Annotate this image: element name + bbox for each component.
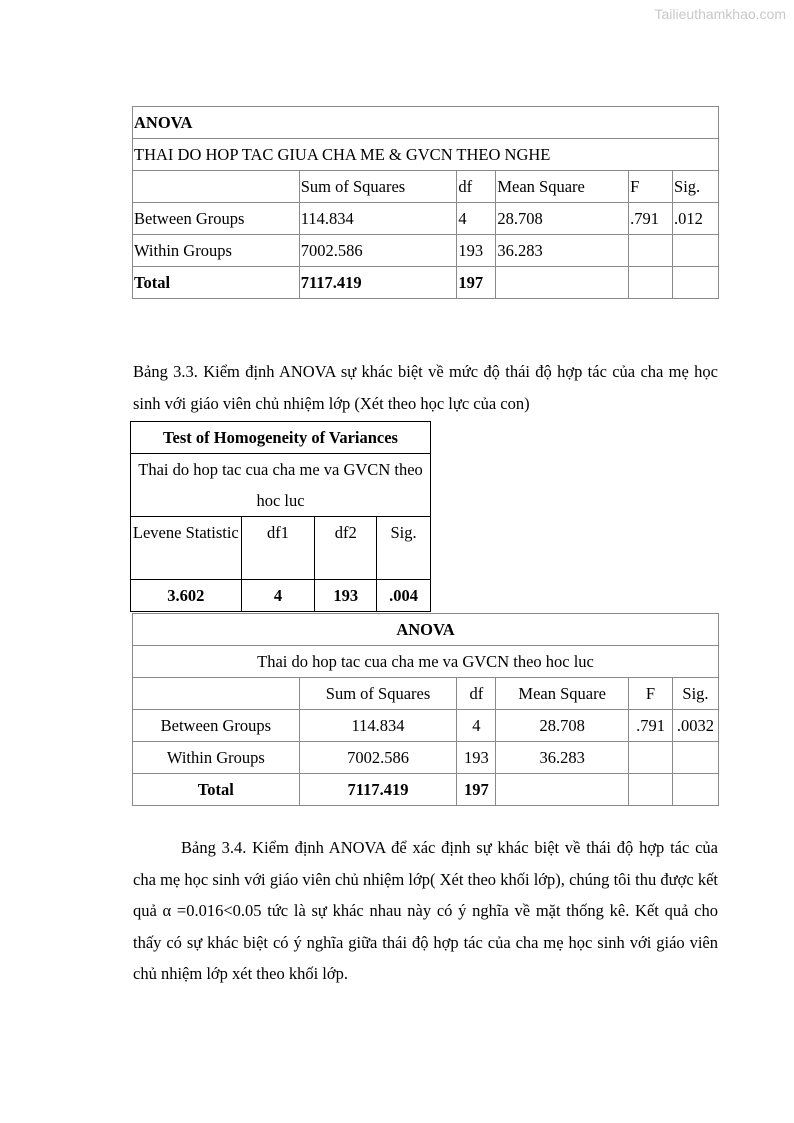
- table-cell: [496, 267, 629, 299]
- table-cell: 4: [457, 710, 496, 742]
- table-cell: Between Groups: [133, 710, 300, 742]
- table-title: ANOVA: [133, 614, 719, 646]
- table-cell: [629, 774, 673, 806]
- table-cell: 7002.586: [299, 235, 457, 267]
- table-cell: 114.834: [299, 203, 457, 235]
- table-cell: Total: [133, 774, 300, 806]
- table-subtitle: Thai do hop tac cua cha me va GVCN theo hoc luc: [133, 646, 719, 678]
- table-cell: 114.834: [299, 710, 457, 742]
- table-cell: 36.283: [496, 742, 629, 774]
- table-cell: .791: [629, 203, 673, 235]
- table-cell: [629, 235, 673, 267]
- table-header-row: [133, 171, 719, 203]
- table-cell: 28.708: [496, 710, 629, 742]
- homogeneity-table: [130, 421, 431, 612]
- table-row: [133, 742, 719, 774]
- header-cell: Sig.: [377, 517, 431, 580]
- table-cell: Within Groups: [133, 235, 300, 267]
- table-cell: 197: [457, 774, 496, 806]
- header-cell: df1: [241, 517, 315, 580]
- table-cell: .004: [377, 580, 431, 612]
- table-cell: 7117.419: [299, 267, 457, 299]
- anova-table-occupation: [132, 106, 719, 299]
- header-cell: df2: [315, 517, 377, 580]
- table-cell: [673, 267, 719, 299]
- table-cell: 193: [457, 235, 496, 267]
- table-cell: 4: [241, 580, 315, 612]
- table-cell: 197: [457, 267, 496, 299]
- table-subtitle: Thai do hop tac cua cha me va GVCN theo hoc luc: [131, 454, 431, 517]
- header-cell: Mean Square: [496, 678, 629, 710]
- table-title: Test of Homogeneity of Variances: [131, 422, 431, 454]
- watermark: Tailieuthamkhao.com: [654, 6, 786, 22]
- table-cell: [629, 267, 673, 299]
- table-cell: [672, 774, 718, 806]
- table-caption: Bảng 3.3. Kiểm định ANOVA sự khác biệt về mức độ thái độ hợp tác của cha mẹ học sinh với giáo viên chủ nhiệm lớp (Xét theo học lực của con): [133, 362, 718, 413]
- table-row: [133, 235, 719, 267]
- header-cell: Levene Statistic: [131, 517, 242, 580]
- table-cell: 4: [457, 203, 496, 235]
- table-row: [133, 203, 719, 235]
- header-cell: [133, 171, 300, 203]
- table-cell: 28.708: [496, 203, 629, 235]
- table-cell: 3.602: [131, 580, 242, 612]
- table-cell: [672, 742, 718, 774]
- table-cell: Total: [133, 267, 300, 299]
- header-cell: Sig.: [672, 678, 718, 710]
- table-cell: .012: [673, 203, 719, 235]
- header-cell: [133, 678, 300, 710]
- table-row-total: [133, 267, 719, 299]
- table-cell: [496, 774, 629, 806]
- table-title: ANOVA: [133, 107, 719, 139]
- table-row: [131, 580, 431, 612]
- header-cell: F: [629, 171, 673, 203]
- table-cell: 7117.419: [299, 774, 457, 806]
- table-cell: .791: [629, 710, 673, 742]
- header-cell: Sum of Squares: [299, 678, 457, 710]
- table-header-row: [131, 517, 431, 580]
- header-cell: Sig.: [673, 171, 719, 203]
- header-cell: F: [629, 678, 673, 710]
- table-row-total: [133, 774, 719, 806]
- table-cell: 193: [457, 742, 496, 774]
- table-cell: .0032: [672, 710, 718, 742]
- table-header-row: [133, 678, 719, 710]
- table-cell: Within Groups: [133, 742, 300, 774]
- table-cell: [629, 742, 673, 774]
- table-subtitle: THAI DO HOP TAC GIUA CHA ME & GVCN THEO NGHE: [133, 139, 719, 171]
- table-cell: [673, 235, 719, 267]
- header-cell: df: [457, 678, 496, 710]
- table-cell: 36.283: [496, 235, 629, 267]
- table-row: [133, 710, 719, 742]
- table-cell: 7002.586: [299, 742, 457, 774]
- header-cell: Mean Square: [496, 171, 629, 203]
- anova-table-academic: [132, 613, 719, 806]
- table-cell: 193: [315, 580, 377, 612]
- table-cell: Between Groups: [133, 203, 300, 235]
- header-cell: Sum of Squares: [299, 171, 457, 203]
- body-paragraph: Bảng 3.4. Kiểm định ANOVA để xác định sự khác biệt về thái độ hợp tác của cha mẹ học sinh với giáo viên chủ nhiệm lớp( Xét theo khối lớp), chúng tôi thu được kết quả α =0.016<0.05 tức là sự khác nhau này có ý nghĩa về mặt thống kê. Kết quả cho thấy có sự khác biệt có ý nghĩa giữa thái độ hợp tác của cha mẹ học sinh với giáo viên chủ nhiệm lớp xét theo khối lớp.: [133, 838, 718, 983]
- header-cell: df: [457, 171, 496, 203]
